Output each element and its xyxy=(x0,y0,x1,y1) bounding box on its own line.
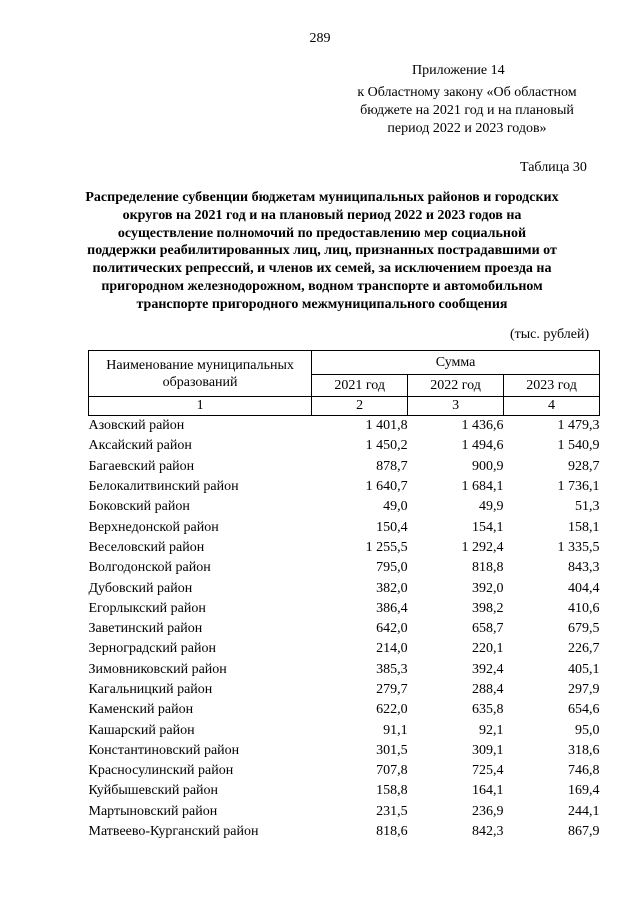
district-name-cell: Верхнедонской район xyxy=(88,519,219,535)
district-name-cell: Мартыновский район xyxy=(88,803,218,819)
value-2021-cell: 231,5 xyxy=(376,803,408,819)
table-row xyxy=(89,517,600,537)
value-2023-cell: 95,0 xyxy=(575,722,600,738)
value-2022-cell: 1 494,6 xyxy=(461,438,504,454)
table-row xyxy=(89,741,600,761)
law-reference-line: период 2022 и 2023 годов» xyxy=(387,121,547,136)
value-2023-cell: 679,5 xyxy=(568,621,600,637)
value-2022-cell: 309,1 xyxy=(472,742,504,758)
value-2022-cell: 658,7 xyxy=(472,621,504,637)
value-2023-cell: 226,7 xyxy=(568,641,600,657)
value-2022-cell: 154,1 xyxy=(472,519,504,535)
district-name-cell: Веселовский район xyxy=(88,539,205,555)
value-2022-cell: 164,1 xyxy=(472,783,504,799)
value-2023-cell: 244,1 xyxy=(568,803,600,819)
district-name-cell: Матвеево-Курганский район xyxy=(88,824,259,840)
value-2023-cell: 867,9 xyxy=(568,824,600,840)
value-2021-cell: 878,7 xyxy=(376,458,408,474)
table-row xyxy=(89,477,600,497)
subvention-table xyxy=(88,350,600,842)
law-reference xyxy=(322,84,612,138)
district-name-cell: Азовский район xyxy=(88,418,185,434)
table-row xyxy=(89,680,600,700)
header-year-2021: 2021 год xyxy=(312,375,408,397)
law-reference-line: к Областному закону «Об областном xyxy=(357,85,577,100)
value-2022-cell: 92,1 xyxy=(479,722,504,738)
appendix-label: Приложение 14 xyxy=(412,63,505,78)
value-2022-cell: 49,9 xyxy=(479,499,504,515)
value-2021-cell: 622,0 xyxy=(376,702,408,718)
table-row xyxy=(89,639,600,659)
value-2022-cell: 398,2 xyxy=(472,600,504,616)
district-name-cell: Заветинский район xyxy=(88,621,203,637)
table-row xyxy=(89,497,600,517)
value-2021-cell: 279,7 xyxy=(376,682,408,697)
value-2021-cell: 818,6 xyxy=(376,824,408,840)
table-row xyxy=(89,660,600,680)
value-2022-cell: 392,4 xyxy=(472,661,504,677)
district-name-cell: Кагальницкий район xyxy=(88,682,213,697)
value-2021-cell: 150,4 xyxy=(376,519,408,535)
table-row xyxy=(89,599,600,619)
value-2023-cell: 1 335,5 xyxy=(557,539,600,555)
district-name-cell: Боковский район xyxy=(88,499,190,515)
value-2023-cell: 843,3 xyxy=(568,560,600,576)
value-2023-cell: 51,3 xyxy=(575,499,600,515)
table-row xyxy=(89,416,600,437)
table-body xyxy=(89,416,600,843)
value-2021-cell: 301,5 xyxy=(376,742,408,758)
value-2021-cell: 707,8 xyxy=(376,763,408,779)
table-row xyxy=(89,436,600,456)
value-2023-cell: 169,4 xyxy=(568,783,600,799)
value-2022-cell: 1 292,4 xyxy=(461,539,504,555)
district-name-cell: Белокалитвинский район xyxy=(88,479,239,495)
column-index: 3 xyxy=(408,397,504,416)
district-name-cell: Куйбышевский район xyxy=(88,783,219,799)
value-2023-cell: 654,6 xyxy=(568,702,600,718)
value-2023-cell: 410,6 xyxy=(568,600,600,616)
table-row xyxy=(89,700,600,720)
value-2022-cell: 818,8 xyxy=(472,560,504,576)
district-name-cell: Красносулинский район xyxy=(88,763,234,779)
table-row xyxy=(89,781,600,801)
header-name: Наименование муниципальных образований xyxy=(89,351,312,397)
value-2022-cell: 842,3 xyxy=(472,824,504,840)
column-index: 1 xyxy=(89,397,312,416)
district-name-cell: Волгодонской район xyxy=(88,560,211,576)
value-2023-cell: 404,4 xyxy=(568,580,600,596)
value-2023-cell: 405,1 xyxy=(568,661,600,677)
district-name-cell: Кашарский район xyxy=(88,722,195,738)
value-2021-cell: 214,0 xyxy=(376,641,408,657)
table-row xyxy=(89,457,600,477)
value-2021-cell: 1 640,7 xyxy=(365,479,408,495)
table-row xyxy=(89,720,600,740)
value-2022-cell: 1 436,6 xyxy=(461,418,504,434)
value-2022-cell: 236,9 xyxy=(472,803,504,819)
value-2021-cell: 1 255,5 xyxy=(365,539,408,555)
value-2021-cell: 1 450,2 xyxy=(365,438,408,454)
value-2023-cell: 1 479,3 xyxy=(557,418,600,434)
value-2023-cell: 318,6 xyxy=(568,742,600,758)
header-year-2022: 2022 год xyxy=(408,375,504,397)
value-2021-cell: 642,0 xyxy=(376,621,408,637)
table-row xyxy=(89,619,600,639)
value-2021-cell: 385,3 xyxy=(376,661,408,677)
document-title: Распределение субвенции бюджетам муниципальных районов и городских округов на 2021 год и на плановый период 2022 и 2023 годов на осуществление полномочий по предоставлению мер социальной поддержки реабилитированных лиц, лиц, признанных пострадавшими от политических репрессий, и членов их семей, за исключением проезда на пригородном железнодорожном, водном транспорте и автомобильном транспорте пригородного межмуниципального сообщения xyxy=(85,190,559,312)
value-2023-cell: 1 736,1 xyxy=(557,479,600,495)
column-index: 4 xyxy=(504,397,600,416)
page-number: 289 xyxy=(309,31,331,46)
table-row xyxy=(89,578,600,598)
law-reference-line: бюджете на 2021 год и на плановый xyxy=(360,103,574,118)
units-label: (тыс. рублей) xyxy=(510,327,590,342)
table-row xyxy=(89,822,600,842)
header-sum: Сумма xyxy=(312,351,600,375)
value-2022-cell: 900,9 xyxy=(472,458,504,474)
value-2021-cell: 91,1 xyxy=(383,722,408,738)
table-row xyxy=(89,538,600,558)
value-2022-cell: 288,4 xyxy=(472,682,504,697)
value-2023-cell: 158,1 xyxy=(568,519,600,535)
district-name-cell: Зерноградский район xyxy=(88,641,216,657)
value-2021-cell: 49,0 xyxy=(383,499,408,515)
value-2023-cell: 928,7 xyxy=(568,458,600,474)
value-2021-cell: 158,8 xyxy=(376,783,408,799)
value-2022-cell: 1 684,1 xyxy=(461,479,504,495)
value-2022-cell: 725,4 xyxy=(472,763,504,779)
district-name-cell: Каменский район xyxy=(88,702,194,718)
value-2021-cell: 386,4 xyxy=(376,600,408,616)
district-name-cell: Аксайский район xyxy=(88,438,192,454)
district-name-cell: Багаевский район xyxy=(88,458,195,474)
column-index: 2 xyxy=(312,397,408,416)
district-name-cell: Егорлыкский район xyxy=(88,600,206,616)
value-2022-cell: 220,1 xyxy=(472,641,504,657)
district-name-cell: Дубовский район xyxy=(88,580,193,596)
table-row xyxy=(89,558,600,578)
value-2022-cell: 392,0 xyxy=(472,580,504,596)
district-name-cell: Зимовниковский район xyxy=(88,661,227,677)
value-2023-cell: 1 540,9 xyxy=(557,438,600,454)
value-2021-cell: 795,0 xyxy=(376,560,408,576)
table-row xyxy=(89,761,600,781)
district-name-cell: Константиновский район xyxy=(88,742,240,758)
value-2023-cell: 746,8 xyxy=(568,763,600,779)
value-2023-cell: 297,9 xyxy=(568,682,600,697)
value-2021-cell: 382,0 xyxy=(376,580,408,596)
header-year-2023: 2023 год xyxy=(504,375,600,397)
value-2021-cell: 1 401,8 xyxy=(365,418,408,434)
table-row xyxy=(89,802,600,822)
table-number: Таблица 30 xyxy=(520,160,587,175)
value-2022-cell: 635,8 xyxy=(472,702,504,718)
